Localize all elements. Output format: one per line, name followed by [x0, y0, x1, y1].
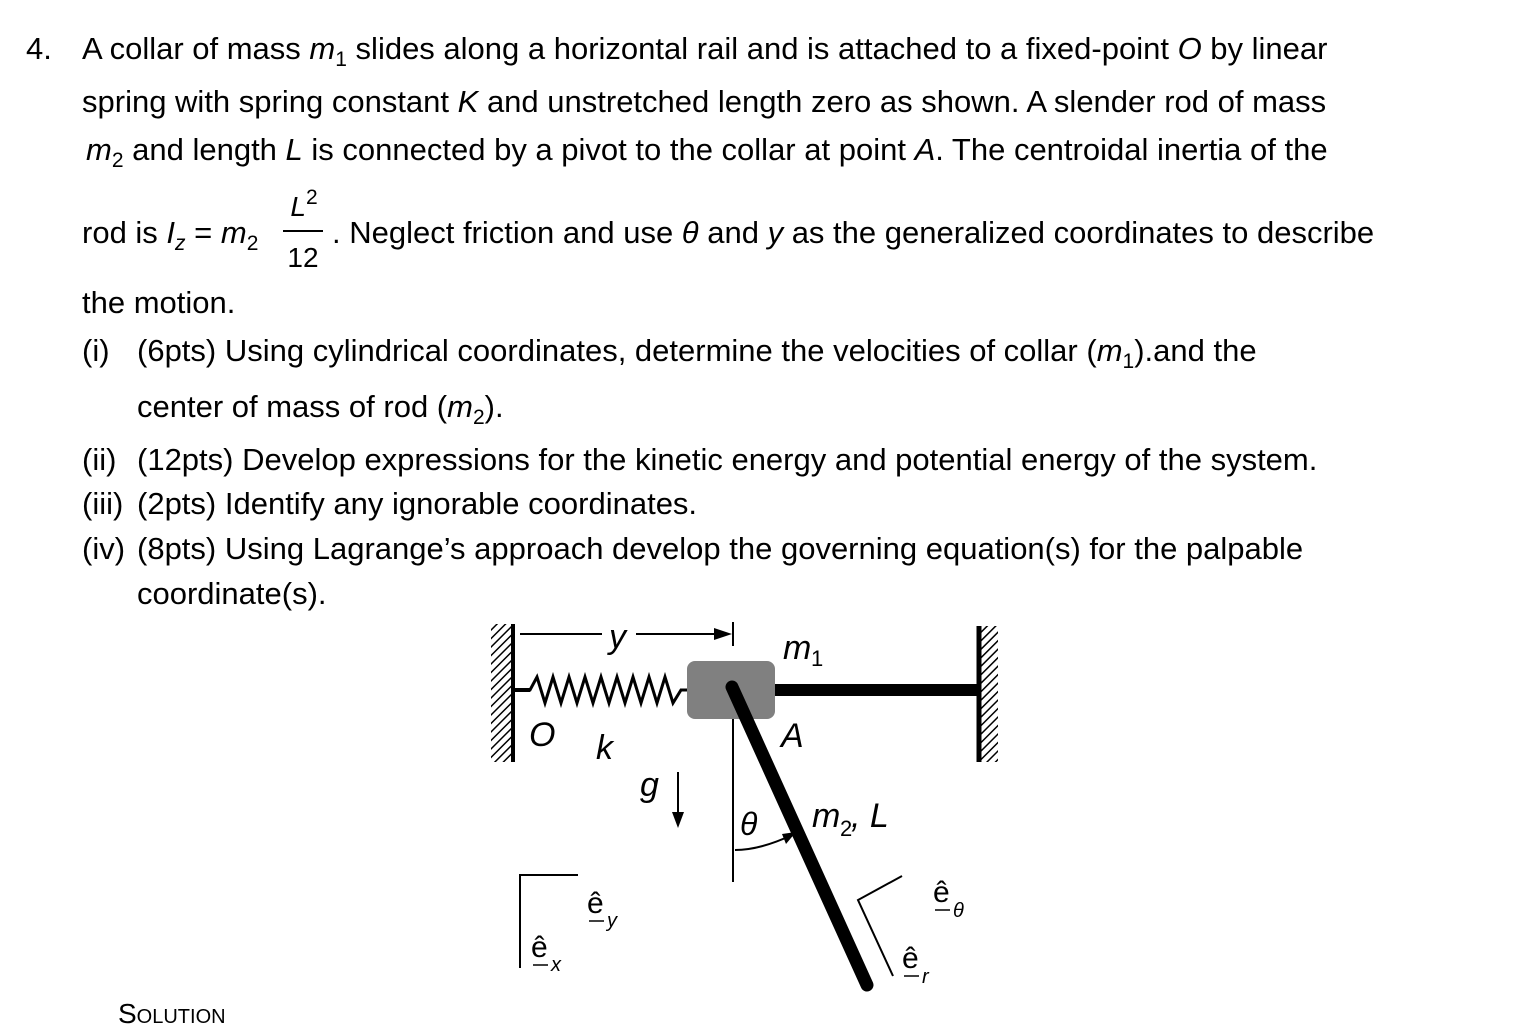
problem-line-3: $m_2$ and length L is connected by a pivot to the collar at point A. The centroidal inertia of the: [86, 132, 1328, 172]
rod-length-label: , L: [851, 797, 889, 835]
a-label: A: [781, 717, 804, 755]
e-theta-sub: θ: [953, 900, 964, 922]
part-iv-text: (8pts) Using Lagrange’s approach develop the governing equation(s) for the palpable: [137, 531, 1304, 566]
e-x-sub: x: [551, 954, 561, 976]
part-iii-label: (iii): [82, 486, 124, 521]
part-iv-text-2: coordinate(s).: [137, 576, 327, 611]
right-wall-hatch: [980, 626, 998, 762]
solution-heading: Solution: [118, 998, 226, 1029]
cartesian-frame-axes: [520, 875, 578, 968]
gravity-arrowhead: [672, 812, 684, 828]
y-dimension-arrowhead: [714, 628, 732, 640]
e-r-sub: r: [922, 966, 929, 988]
part-i-text-2: center of mass of rod $(m_2)$.: [137, 389, 504, 429]
part-iv-label: (iv): [82, 531, 126, 566]
polar-frame-axes: [858, 876, 902, 976]
k-label: k: [596, 729, 613, 767]
m2-label: m: [812, 797, 841, 835]
o-label: O: [529, 716, 556, 754]
problem-line-4-start: rod is $I_z = m_2$: [82, 215, 259, 255]
part-iii-text: (2pts) Identify any ignorable coordinates.: [137, 486, 698, 521]
left-wall-hatch: [491, 624, 511, 762]
part-ii-label: (ii): [82, 442, 117, 477]
problem-line-5: the motion.: [82, 285, 236, 320]
part-i-text: (6pts) Using cylindrical coordinates, determine the velocities of collar $(m_1).and$ the: [137, 333, 1257, 373]
inertia-fraction-denominator: 12: [287, 242, 319, 273]
e-r-hat: ê: [902, 942, 919, 975]
m1-label: m: [783, 629, 812, 667]
problem-number: 4.: [26, 31, 52, 66]
m1-sub: 1: [811, 646, 824, 671]
e-x-hat: ê: [531, 931, 548, 964]
e-y-hat: ê: [587, 887, 604, 920]
theta-label: θ: [740, 806, 758, 842]
m2-sub: 2: [840, 816, 853, 841]
g-label: g: [640, 766, 659, 804]
inertia-fraction-numerator: $L^2$: [290, 186, 318, 222]
part-ii-text: (12pts) Develop expressions for the kinetic energy and potential energy of the system.: [137, 442, 1318, 477]
e-theta-hat: ê: [933, 876, 950, 909]
e-y-sub: y: [607, 910, 617, 932]
problem-line-1: A collar of mass $m_1$ slides along a horizontal rail and is attached to a fixed-point O by linear: [82, 31, 1328, 71]
spring: [513, 677, 690, 703]
y-dimension-label: y: [609, 618, 626, 656]
part-i-label: (i): [82, 333, 110, 368]
problem-line-4-end: . Neglect friction and use θ and y as the generalized coordinates to describe: [332, 215, 1375, 250]
problem-line-2: spring with spring constant K and unstretched length zero as shown. A slender rod of mass: [82, 84, 1327, 119]
